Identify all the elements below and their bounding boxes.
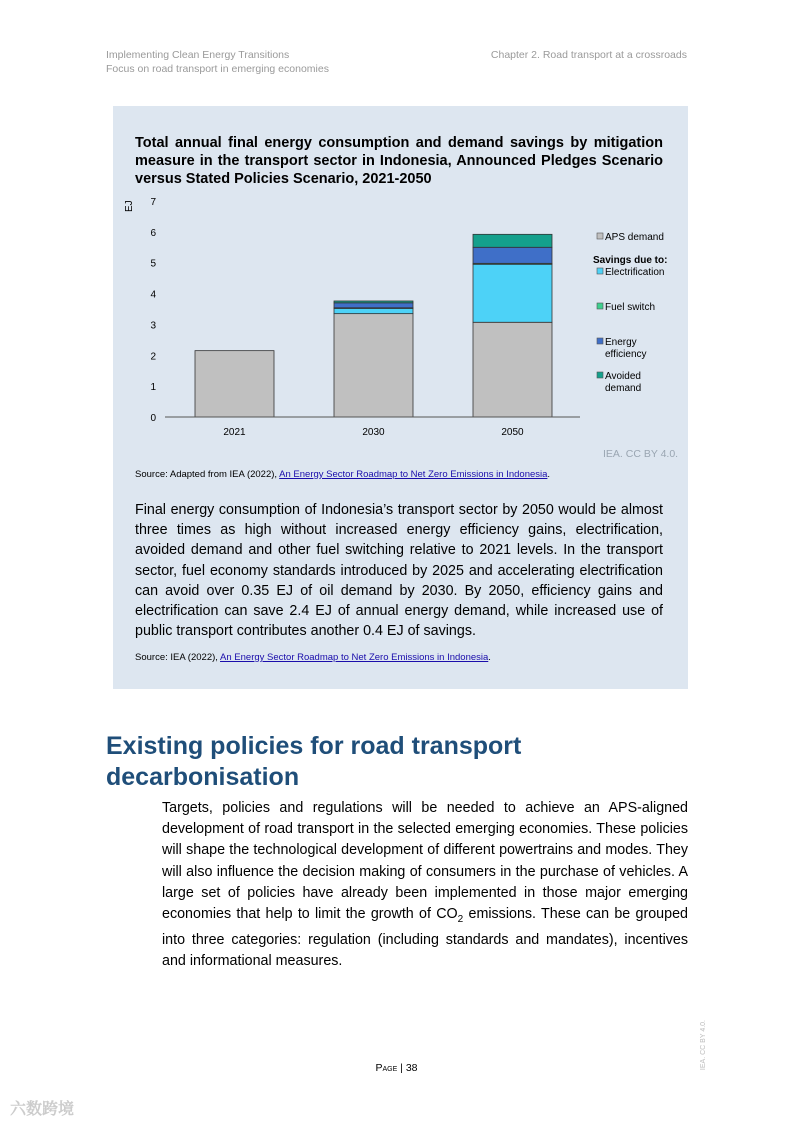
legend-label: Fuel switch [605, 302, 656, 313]
legend-label: demand [605, 383, 642, 394]
legend-swatch [597, 303, 603, 309]
x-tick-label: 2050 [501, 427, 524, 438]
source-prefix: Source: Adapted from IEA (2022), [135, 469, 280, 480]
y-tick-label: 6 [150, 227, 156, 239]
legend-label: efficiency [605, 349, 647, 360]
section-body [162, 798, 688, 972]
y-tick-label: 7 [150, 197, 156, 208]
watermark-logo: 六数跨境 [10, 1101, 75, 1118]
bar-segment [473, 247, 552, 263]
x-tick-label: 2030 [362, 427, 385, 438]
bar-segment [334, 308, 413, 313]
section-heading: Existing policies for road transport decarbonisation [106, 732, 522, 791]
legend-label: Avoided [605, 371, 641, 382]
report-title: Implementing Clean Energy Transitions [106, 49, 290, 61]
subscript: 2 [457, 913, 464, 925]
legend-heading: Savings due to: [593, 255, 668, 266]
y-axis-label: EJ [124, 200, 135, 212]
legend-label: Electrification [605, 267, 665, 278]
legend-swatch [597, 338, 603, 344]
side-credit: IEA. CC BY 4.0. [700, 1020, 707, 1071]
bar-segment [195, 351, 274, 417]
legend-label: Energy [605, 337, 637, 348]
y-tick-label: 4 [150, 289, 156, 301]
y-tick-label: 3 [150, 320, 156, 332]
bar-segment [334, 303, 413, 308]
figure-title: Total annual final energy consumption and demand savings by mitigation measure in the transport sector in Indonesia, Announced Pledges Scenario versus Stated Policies Scenario, 2021-2050 [135, 135, 663, 187]
key-finding-text: Final energy consumption of Indonesia’s transport sector by 2050 would be almost three times as high without increased energy efficiency gains, electrification, avoided demand and other fuel switching relative to 2021 levels. In the transport sector, fuel economy standards introduced by 2025 and accelerating electrification can avoid over 0.35 EJ of oil demand by 2030. By 2050, efficiency gains and electrification can save 2.4 EJ of annual energy demand, while increased use of public transport contributes another 0.4 EJ of savings. [135, 502, 663, 640]
page-sep: | [397, 1062, 406, 1074]
source-suffix: . [547, 469, 551, 480]
y-tick-label: 1 [150, 382, 156, 394]
page-label: Page [375, 1062, 398, 1074]
figure-source [135, 469, 550, 480]
report-subtitle: Focus on road transport in emerging economies [106, 63, 329, 75]
source-suffix: . [488, 652, 491, 663]
y-tick-label: 0 [150, 413, 156, 424]
page-num: 38 [405, 1062, 418, 1074]
finding-source [135, 652, 491, 663]
legend-swatch [597, 268, 603, 274]
source-link[interactable]: An Energy Sector Roadmap to Net Zero Emissions in Indonesia [220, 652, 489, 663]
figure-credit: IEA. CC BY 4.0. [603, 448, 679, 460]
stacked-bar-chart [0, 0, 793, 470]
source-prefix: Source: IEA (2022), [135, 652, 221, 663]
running-header-right: Chapter 2. Road transport at a crossroads [490, 49, 687, 61]
body-text: emissions. These can be grouped into three categories: regulation (including standards and mandates), incentives and informational measures. [162, 906, 688, 970]
page-number [0, 1062, 793, 1074]
bar-segment [473, 264, 552, 322]
legend-swatch [597, 233, 603, 239]
legend-label: APS demand [605, 232, 664, 243]
legend-swatch [597, 372, 603, 378]
body-text: Targets, policies and regulations will be needed to achieve an APS-aligned development of road transport in the selected emerging economies. These policies will shape the technological development of different powertrains and modes. They will also influence the decision making of consumers in the purchase of vehicles. A large set of policies have already been implemented in those major emerging economies that help to limit the growth of CO [162, 800, 688, 923]
bar-segment [334, 314, 413, 417]
source-link[interactable]: An Energy Sector Roadmap to Net Zero Emissions in Indonesia [279, 469, 548, 480]
bar-segment [334, 301, 413, 303]
bar-segment [473, 234, 552, 247]
bar-segment [473, 322, 552, 417]
x-tick-label: 2021 [223, 427, 246, 438]
y-tick-label: 5 [150, 258, 156, 270]
y-tick-label: 2 [150, 351, 156, 363]
